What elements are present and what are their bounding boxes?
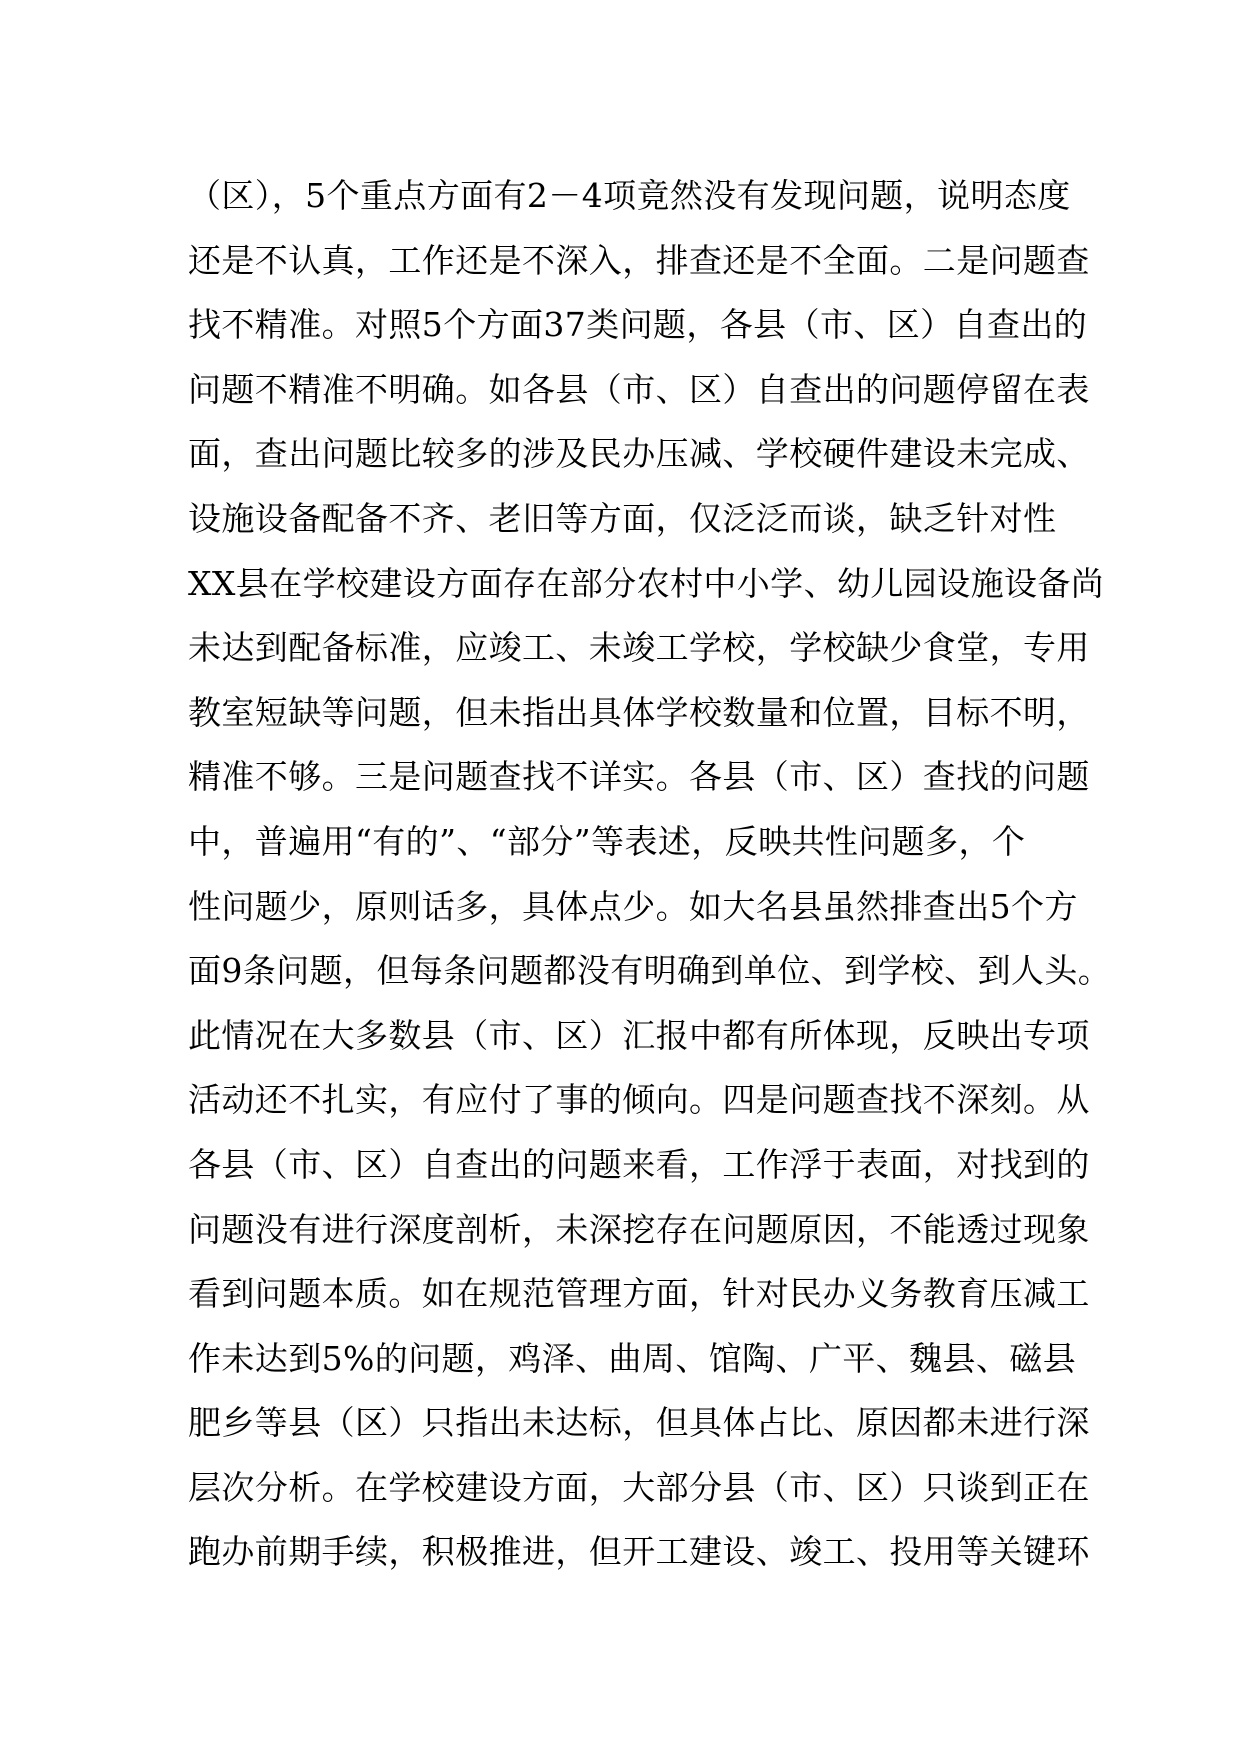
text-line: 此情况在大多数县（市、区）汇报中都有所体现，反映出专项: [188, 1015, 1090, 1055]
text-line: 问题没有进行深度剖析，未深挖存在问题原因，不能透过现象: [188, 1209, 1090, 1249]
text-line: 中，普遍用“有的”、“部分”等表述，反映共性问题多，个: [188, 821, 1026, 861]
body-paragraph: [188, 164, 1112, 1585]
text-line: 各县（市、区）自查出的问题来看，工作浮于表面，对找到的: [188, 1144, 1090, 1184]
text-line: 跑办前期手续，积极推进，但开工建设、竣工、投用等关键环: [188, 1532, 1090, 1572]
text-line: 精准不够。三是问题查找不详实。各县（市、区）查找的问题: [188, 757, 1090, 797]
text-line: 面9条问题，但每条问题都没有明确到单位、到学校、到人头。: [188, 951, 1112, 991]
text-line: 教室短缺等问题，但未指出具体学校数量和位置，目标不明，: [188, 692, 1090, 732]
text-line: 设施设备配备不齐、老旧等方面，仅泛泛而谈，缺乏针对性: [188, 498, 1057, 538]
text-line: 未达到配备标准，应竣工、未竣工学校，学校缺少食堂，专用: [188, 628, 1090, 668]
text-line: 层次分析。在学校建设方面，大部分县（市、区）只谈到正在: [188, 1467, 1090, 1507]
text-line: XX县在学校建设方面存在部分农村中小学、幼儿园设施设备尚: [188, 563, 1105, 603]
text-line: 肥乡等县（区）只指出未达标，但具体占比、原因都未进行深: [188, 1403, 1090, 1443]
text-line: 面，查出问题比较多的涉及民办压减、学校硬件建设未完成、: [188, 434, 1090, 474]
text-line: 看到问题本质。如在规范管理方面，针对民办义务教育压减工: [188, 1274, 1090, 1314]
text-line: （区），5个重点方面有2－4项竟然没有发现问题，说明态度: [188, 176, 1071, 215]
text-line: 找不精准。对照5个方面37类问题，各县（市、区）自查出的: [188, 305, 1088, 345]
text-line: 问题不精准不明确。如各县（市、区）自查出的问题停留在表: [188, 369, 1090, 409]
text-line: 还是不认真，工作还是不深入，排查还是不全面。二是问题查: [188, 240, 1090, 280]
text-line: 作未达到5%的问题，鸡泽、曲周、馆陶、广平、魏县、磁县: [188, 1338, 1077, 1378]
text-line: 活动还不扎实，有应付了事的倾向。四是问题查找不深刻。从: [188, 1080, 1090, 1120]
text-line: 性问题少，原则话多，具体点少。如大名县虽然排查出5个方: [188, 886, 1078, 926]
